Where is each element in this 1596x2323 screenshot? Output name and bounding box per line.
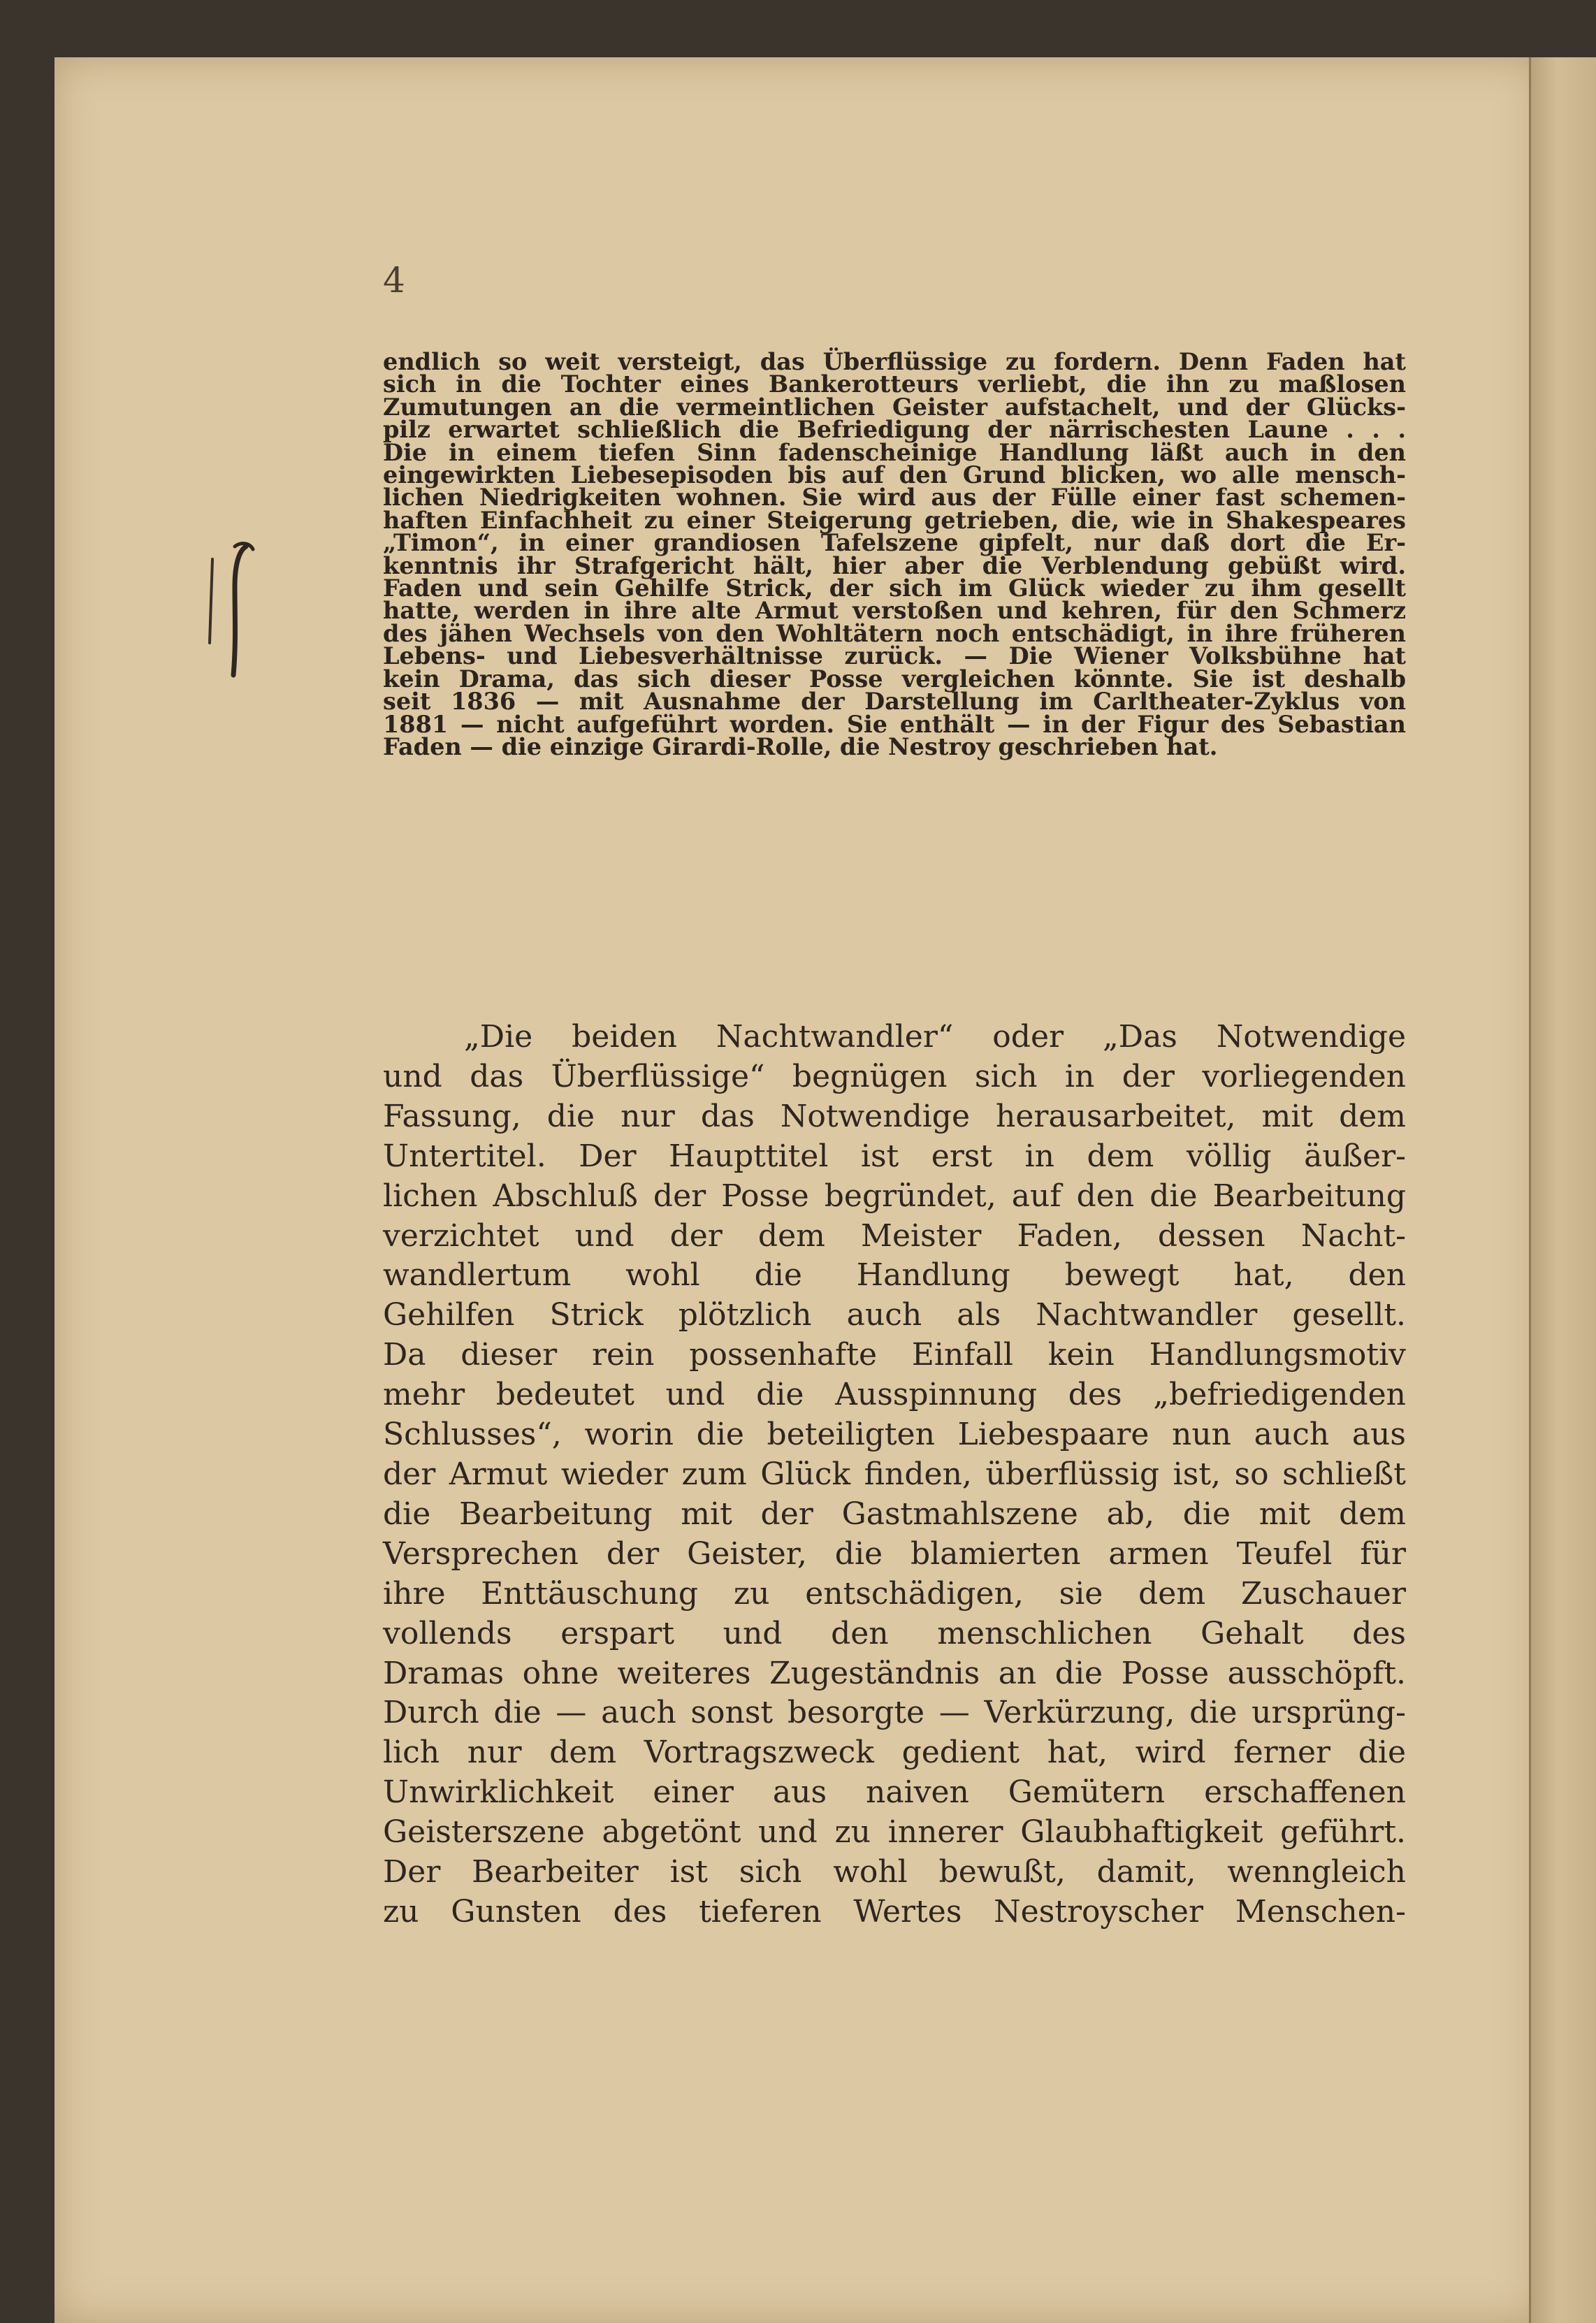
text-line: des jähen Wechsels von den Wohltätern noch entschädigt, in ihre früheren <box>383 619 1406 647</box>
text-line: verzichtet und der dem Meister Faden, dessen Nacht- <box>383 1217 1406 1254</box>
text-line: Faden — die einzige Girardi-Rolle, die Nestroy geschrieben hat. <box>383 732 1218 760</box>
text-line: eingewirkten Liebesepisoden bis auf den Grund blicken, wo alle mensch- <box>383 461 1406 489</box>
text-line: lich nur dem Vortragszweck gedient hat, wird ferner die <box>383 1735 1406 1771</box>
text-line: zu Gunsten des tieferen Wertes Nestroyscher Menschen- <box>383 1893 1406 1930</box>
text-line: Der Bearbeiter ist sich wohl bewußt, damit, wenngleich <box>383 1854 1406 1890</box>
text-line: lichen Niedrigkeiten wohnen. Sie wird aus der Fülle einer fast schemen- <box>383 484 1406 512</box>
text-line: Gehilfen Strick plötzlich auch als Nachtwandler gesellt. <box>383 1297 1406 1333</box>
text-line: lichen Abschluß der Posse begründet, auf den die Bearbeitung <box>383 1178 1406 1214</box>
text-line: sich in die Tochter eines Bankerotteurs verliebt, die ihn zu maßlosen <box>383 370 1406 398</box>
text-line: Versprechen der Geister, die blamierten armen Teufel für <box>383 1535 1406 1572</box>
text-line: 1881 — nicht aufgeführt worden. Sie enthält — in der Figur des Sebastian <box>383 710 1406 738</box>
text-line: mehr bedeutet und die Ausspinnung des „befriedigenden <box>383 1377 1406 1413</box>
text-line: Durch die — auch sonst besorgte — Verkürzung, die ursprüng- <box>383 1695 1406 1731</box>
text-line: der Armut wieder zum Glück finden, überflüssig ist, so schließt <box>383 1456 1406 1492</box>
text-line: Fassung, die nur das Notwendige herausarbeitet, mit dem <box>383 1098 1406 1134</box>
text-line: Schlusses“, worin die beteiligten Liebespaare nun auch aus <box>383 1417 1406 1453</box>
text-line: Die in einem tiefen Sinn fadenscheinige Handlung läßt auch in den <box>383 438 1406 466</box>
handwritten-margin-mark <box>203 531 266 685</box>
margin-mark-drawing <box>203 531 266 685</box>
text-line: kenntnis ihr Strafgericht hält, hier aber die Verblendung gebüßt wird. <box>383 551 1406 579</box>
text-line: „Timon“, in einer grandiosen Tafelszene gipfelt, nur daß dort die Er- <box>383 529 1406 557</box>
text-line: die Bearbeitung mit der Gastmahlszene ab, die mit dem <box>383 1496 1406 1532</box>
text-line: Unwirklichkeit einer aus naiven Gemütern erschaffenen <box>383 1774 1406 1811</box>
next-page-edge <box>1529 57 1596 2323</box>
text-line: pilz erwartet schließlich die Befriedigung der närrischesten Laune . . . <box>383 416 1406 444</box>
intro-paragraph <box>383 348 1406 760</box>
text-line: haften Einfachheit zu einer Steigerung getrieben, die, wie in Shakespeares <box>383 506 1406 534</box>
text-line: Lebens- und Liebesverhältnisse zurück. — Die Wiener Volksbühne hat <box>383 642 1406 670</box>
text-line: Geisterszene abgetönt und zu innerer Glaubhaftigkeit geführt. <box>383 1814 1406 1851</box>
text-line: hatte, werden in ihre alte Armut verstoßen und kehren, für den Schmerz <box>383 597 1406 625</box>
text-line: und das Überflüssige“ begnügen sich in der vorliegenden <box>383 1058 1406 1094</box>
text-line: Untertitel. Der Haupttitel ist erst in dem völlig äußer- <box>383 1138 1406 1174</box>
text-line: vollends erspart und den menschlichen Gehalt des <box>383 1615 1406 1651</box>
text-line: Faden und sein Gehilfe Strick, der sich im Glück wieder zu ihm gesellt <box>383 574 1406 602</box>
text-line: endlich so weit versteigt, das Überflüssige zu fordern. Denn Faden hat <box>383 348 1406 375</box>
page-number: 4 <box>383 260 405 301</box>
text-line: seit 1836 — mit Ausnahme der Darstellung im Carltheater-Zyklus von <box>383 688 1406 716</box>
text-line: wandlertum wohl die Handlung bewegt hat, den <box>383 1257 1406 1294</box>
text-line: ihre Enttäuschung zu entschädigen, sie dem Zuschauer <box>383 1575 1406 1612</box>
main-paragraph <box>383 1018 1406 1932</box>
text-line: Da dieser rein possenhafte Einfall kein Handlungsmotiv <box>383 1337 1406 1373</box>
text-line: „Die beiden Nachtwandler“ oder „Das Notwendige <box>464 1019 1406 1055</box>
text-line: Dramas ohne weiteres Zugeständnis an die Posse ausschöpft. <box>383 1655 1406 1691</box>
text-line: Zumutungen an die vermeintlichen Geister aufstachelt, und der Glücks- <box>383 393 1406 421</box>
text-line: kein Drama, das sich dieser Posse vergleichen könnte. Sie ist deshalb <box>383 665 1406 693</box>
